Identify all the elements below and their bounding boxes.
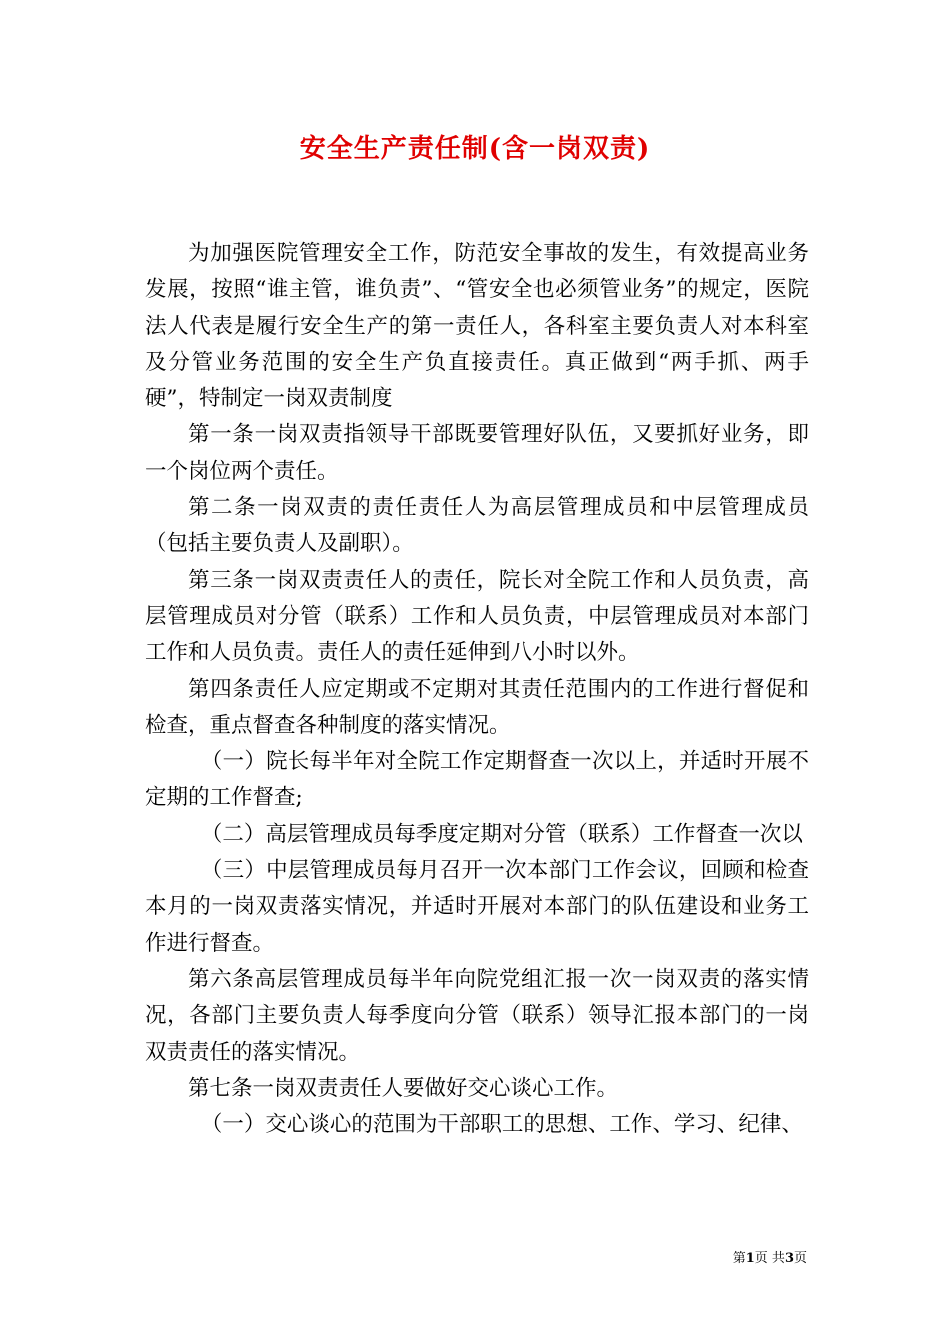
footer-suffix: 页: [793, 1251, 807, 1266]
paragraph-item-2: （二）高层管理成员每季度定期对分管（联系）工作督查一次以: [200, 821, 803, 847]
paragraph-item-7-1: （一）交心谈心的范围为干部职工的思想、工作、学习、纪律、: [200, 1112, 803, 1138]
page-number-footer: [733, 1247, 807, 1266]
paragraph-article-2: 第二条一岗双责的责任责任人为高层管理成员和中层管理成员（包括主要负责人及副职）。: [145, 495, 809, 557]
document-title: 安全生产责任制(含一岗双责): [299, 134, 651, 164]
paragraph-item-3: （三）中层管理成员每月召开一次本部门工作会议，回顾和检查本月的一岗双责落实情况，并适时开展对本部门的队伍建设和业务工作进行督查。: [145, 858, 809, 956]
paragraph-article-3: 第三条一岗双责责任人的责任，院长对全院工作和人员负责，高层管理成员对分管（联系）工作和人员负责，中层管理成员对本部门工作和人员负责。责任人的责任延伸到八小时以外。: [145, 567, 809, 666]
footer-middle: 页 共: [754, 1251, 785, 1266]
paragraph-article-7: 第七条一岗双责责任人要做好交心谈心工作。: [188, 1075, 619, 1101]
footer-prefix: 第: [732, 1251, 746, 1266]
paragraph-intro: 为加强医院管理安全工作，防范安全事故的发生，有效提高业务发展，按照“谁主管，谁负责”、“管安全也必须管业务”的规定，医院法人代表是履行安全生产的第一责任人，各科室主要负责人对本科室及分管业务范围的安全生产负直接责任。真正做到“两手抓、两手硬”，特制定一岗双责制度: [145, 241, 809, 412]
paragraph-article-1: 第一条一岗双责指领导干部既要管理好队伍，又要抓好业务，即一个岗位两个责任。: [145, 422, 809, 484]
footer-total-pages: 3: [784, 1251, 794, 1266]
document-body: [145, 236, 809, 1143]
paragraph-article-6: 第六条高层管理成员每半年向院党组汇报一次一岗双责的落实情况，各部门主要负责人每季度向分管（联系）领导汇报本部门的一岗双责责任的落实情况。: [145, 966, 809, 1065]
footer-current-page: 1: [745, 1251, 755, 1266]
paragraph-item-1: （一）院长每半年对全院工作定期督查一次以上，并适时开展不定期的工作督查;: [145, 749, 809, 811]
paragraph-article-4: 第四条责任人应定期或不定期对其责任范围内的工作进行督促和检查，重点督查各种制度的落实情况。: [145, 676, 809, 738]
